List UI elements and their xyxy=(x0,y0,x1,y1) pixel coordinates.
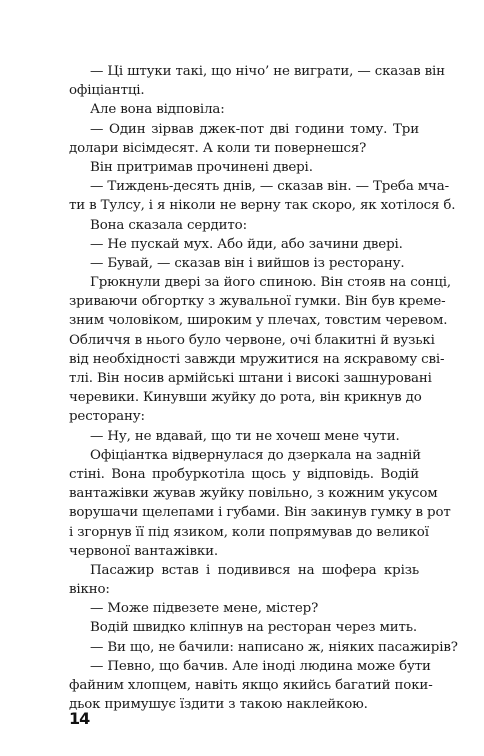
text-line: — Один зірвав джек-пот дві години тому. Три xyxy=(90,121,419,137)
text-line: Водій швидко кліпнув на ресторан через мить. xyxy=(90,620,418,636)
page-number: 14 xyxy=(69,709,90,728)
text-line: Пасажир встав і подивився на шофера крізь xyxy=(90,562,419,578)
text-line: тлі. Він носив армійські штани і високі зашнуровані xyxy=(69,371,432,386)
text-line: Обличчя в нього було червоне, очі блакитні й вузькі xyxy=(69,332,435,348)
text-line: файним хлопцем, навіть якщо якийсь багатий поки- xyxy=(69,678,433,693)
text-line: вантажівки жував жуйку повільно, з кожним укусом xyxy=(69,486,438,502)
text-line: черевики. Кинувши жуйку до рота, він крикнув до xyxy=(69,390,422,406)
text-line: від необхідності завжди мружитися на яскравому сві- xyxy=(69,351,445,367)
text-line: вікно: xyxy=(69,582,110,598)
text-line: офіціантці. xyxy=(69,83,145,99)
body-text xyxy=(69,62,458,714)
text-line: Він притримав прочинені двері. xyxy=(90,159,313,175)
text-line: — Ви що, не бачили: написано ж, ніяких пасажирів? xyxy=(90,639,458,655)
text-line: зриваючи обгортку з жувальної гумки. Він був креме- xyxy=(69,294,446,310)
text-line: — Бувай, — сказав він і вийшов із ресторану. xyxy=(90,255,405,271)
text-line: Грюкнули двері за його спиною. Він стояв на сонці, xyxy=(90,275,451,291)
text-line: зним чоловіком, широким у плечах, товстим черевом. xyxy=(69,313,448,329)
text-line: Офіціантка відвернулася до дзеркала на задній xyxy=(90,447,421,463)
text-line: — Може підвезете мене, містер? xyxy=(90,601,319,617)
text-line: червоної вантажівки. xyxy=(69,543,219,559)
text-line: стіні. Вона пробуркотіла щось у відповідь. Водій xyxy=(69,466,419,482)
text-line: Але вона відповіла: xyxy=(90,102,225,118)
text-line: — Ну, не вдавай, що ти не хочеш мене чути. xyxy=(90,428,400,444)
text-line: ворушачи щелепами і губами. Він закинув гумку в рот xyxy=(69,505,451,521)
text-line: — Певно, що бачив. Але іноді людина може бути xyxy=(90,658,431,674)
text-line: — Не пускай мух. Або йди, або зачини двері. xyxy=(90,236,403,252)
text-line: ти в Тулсу, і я ніколи не верну так скоро, як хотілося б. xyxy=(69,198,456,214)
text-line: долари вісімдесят. А коли ти повернешся? xyxy=(69,140,367,156)
text-line: ресторану: xyxy=(69,409,145,425)
text-line: — Тиждень-десять днів, — сказав він. — Треба мча- xyxy=(90,179,449,195)
text-line: Вона сказала сердито: xyxy=(90,217,247,233)
text-line: — Ці штуки такі, що нічо’ не виграти, — сказав він xyxy=(90,64,445,79)
text-line: дьок примушує їздити з такою наклейкою. xyxy=(69,697,368,713)
text-line: і згорнув її під язиком, коли попрямував до великої xyxy=(69,524,429,540)
